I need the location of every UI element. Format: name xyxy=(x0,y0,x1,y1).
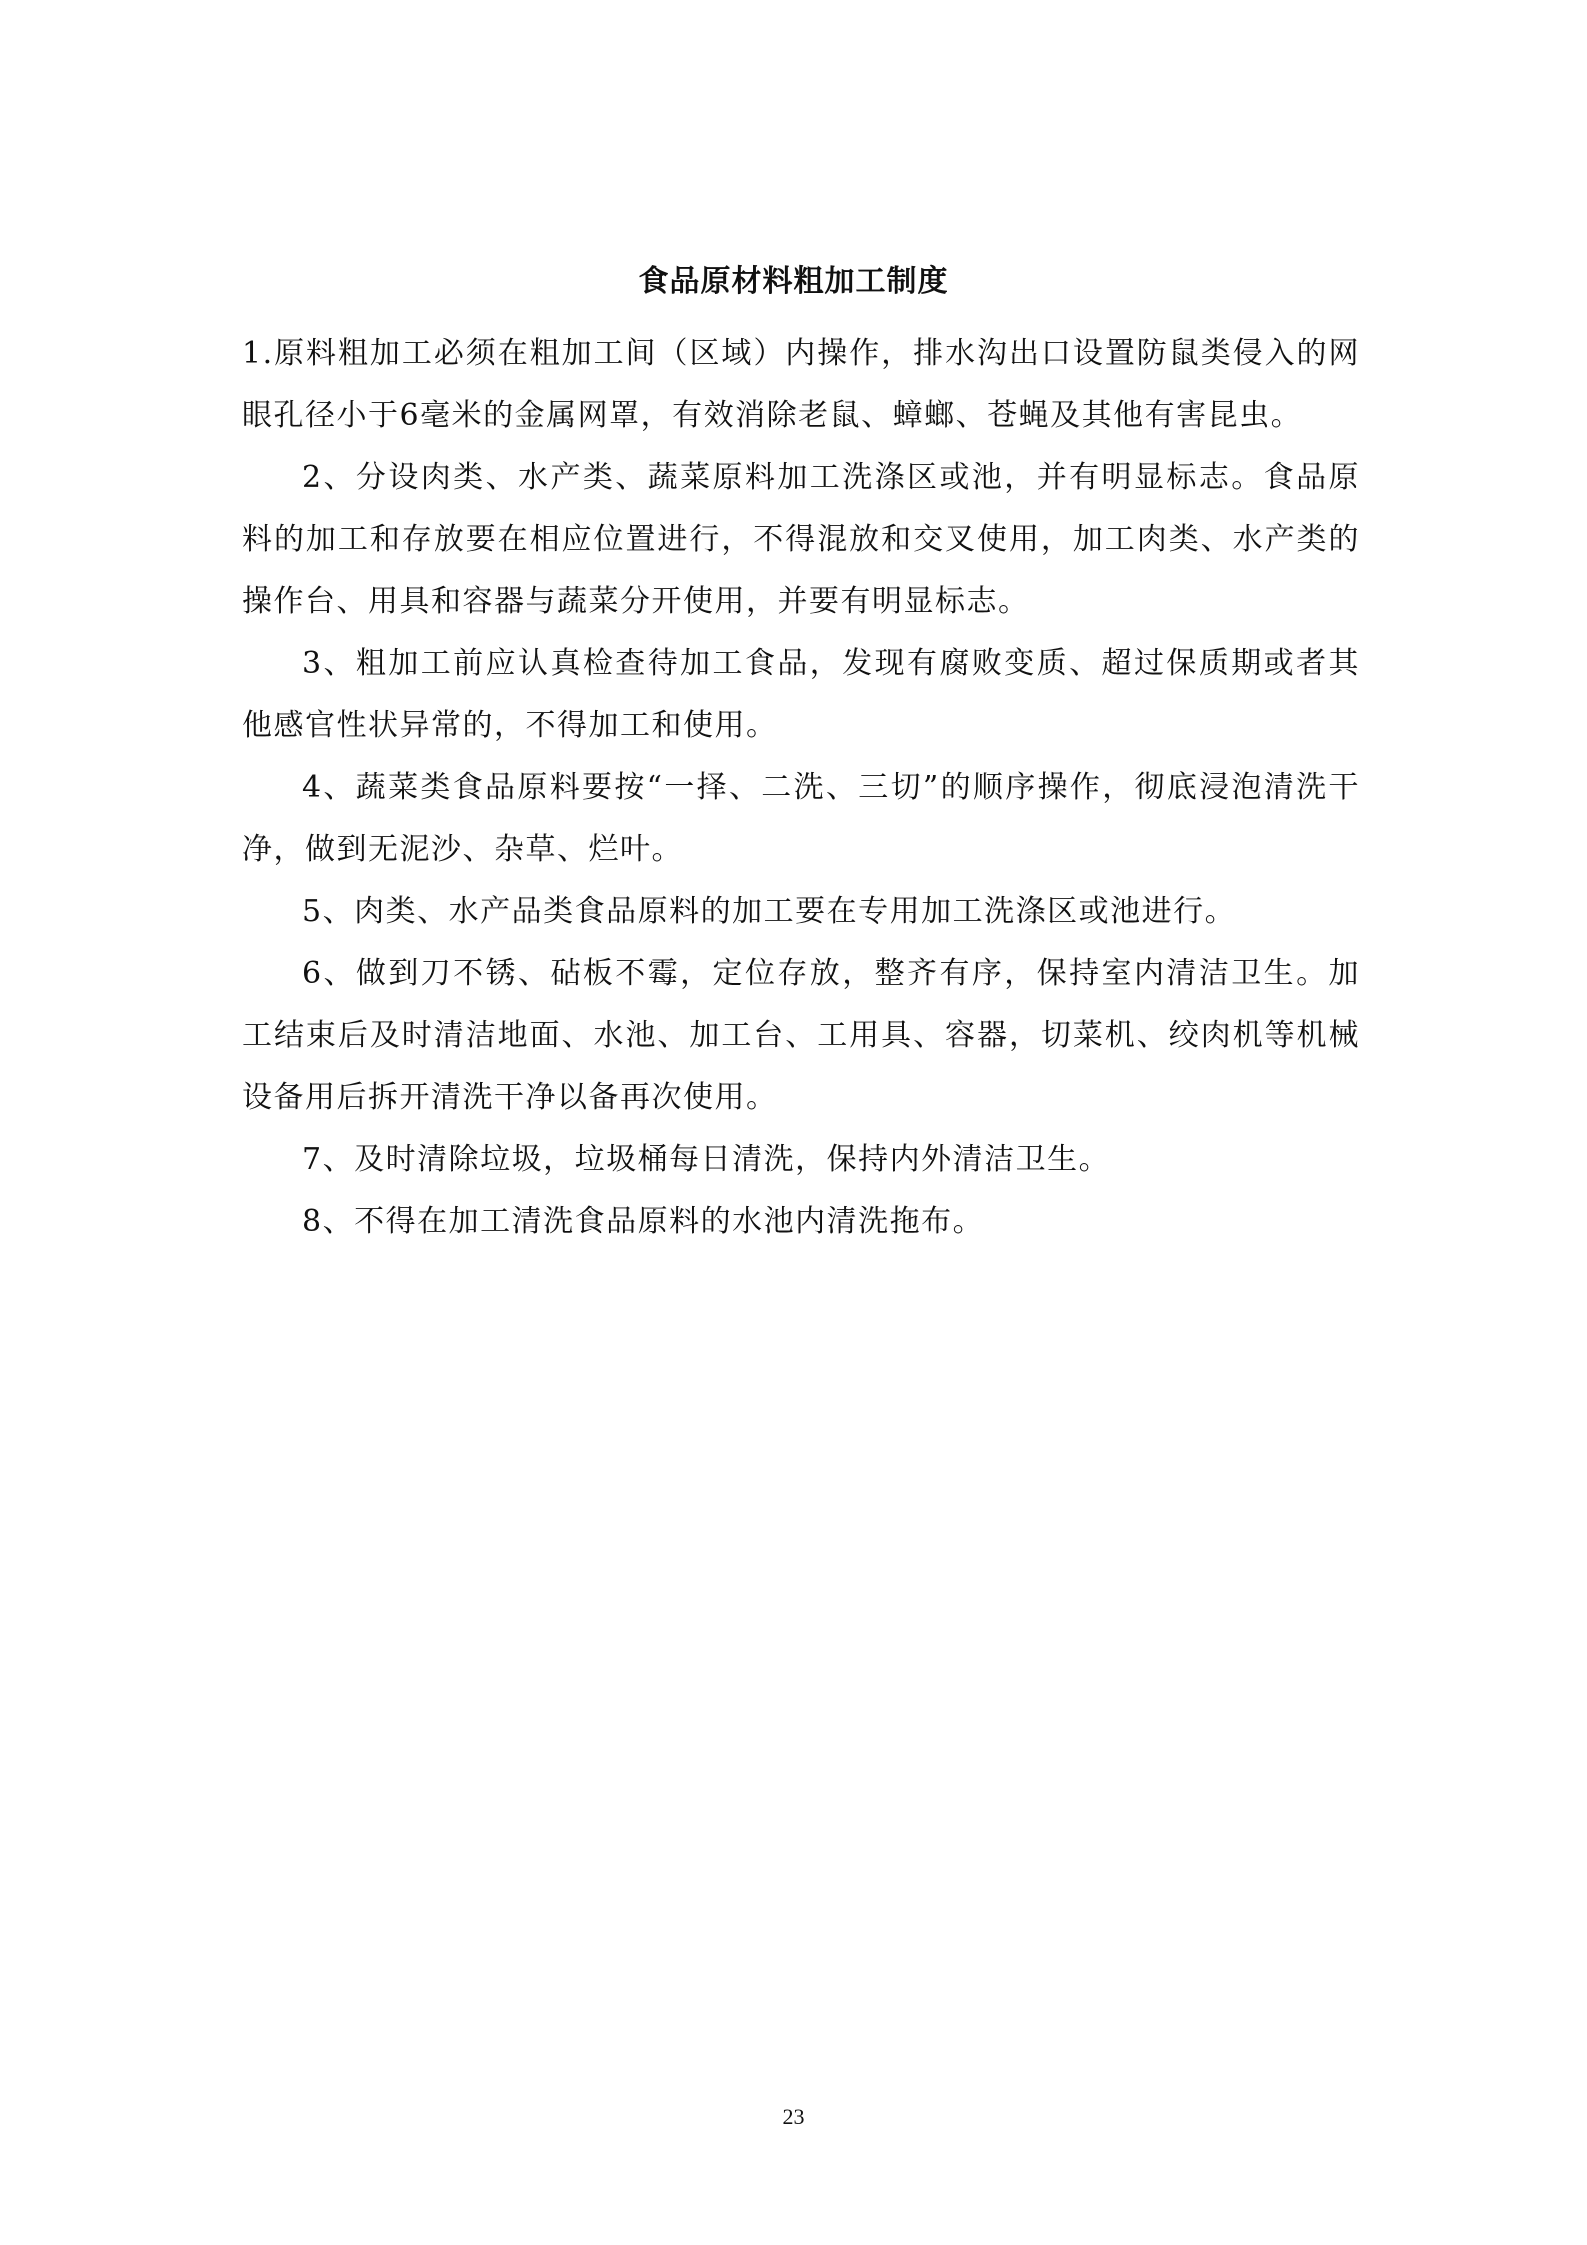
paragraph-3: 3、粗加工前应认真检查待加工食品，发现有腐败变质、超过保质期或者其他感官性状异常的，不得加工和使用。 xyxy=(242,646,1360,743)
paragraph-2: 2、分设肉类、水产类、蔬菜原料加工洗涤区或池，并有明显标志。食品原料的加工和存放要在相应位置进行，不得混放和交叉使用，加工肉类、水产类的操作台、用具和容器与蔬菜分开使用，并要有明显标志。 xyxy=(242,460,1360,619)
document-title: 食品原材料粗加工制度 xyxy=(638,264,949,299)
paragraph-4: 4、蔬菜类食品原料要按“一择、二洗、三切”的顺序操作，彻底浸泡清洗干净，做到无泥沙、杂草、烂叶。 xyxy=(242,770,1360,867)
paragraph-1: 1.原料粗加工必须在粗加工间（区域）内操作，排水沟出口设置防鼠类侵入的网眼孔径小于6毫米的金属网罩，有效消除老鼠、蟑螂、苍蝇及其他有害昆虫。 xyxy=(242,336,1360,433)
paragraph-5: 5、肉类、水产品类食品原料的加工要在专用加工洗涤区或池进行。 xyxy=(302,894,1237,929)
paragraph-8: 8、不得在加工清洗食品原料的水池内清洗拖布。 xyxy=(302,1204,985,1239)
document-body xyxy=(242,323,1360,1253)
paragraph-7: 7、及时清除垃圾，垃圾桶每日清洗，保持内外清洁卫生。 xyxy=(302,1142,1111,1177)
page-number: 23 xyxy=(782,2104,805,2129)
paragraph-6: 6、做到刀不锈、砧板不霉，定位存放，整齐有序，保持室内清洁卫生。加工结束后及时清洁地面、水池、加工台、工用具、容器，切菜机、绞肉机等机械设备用后拆开清洗干净以备再次使用。 xyxy=(242,956,1360,1115)
